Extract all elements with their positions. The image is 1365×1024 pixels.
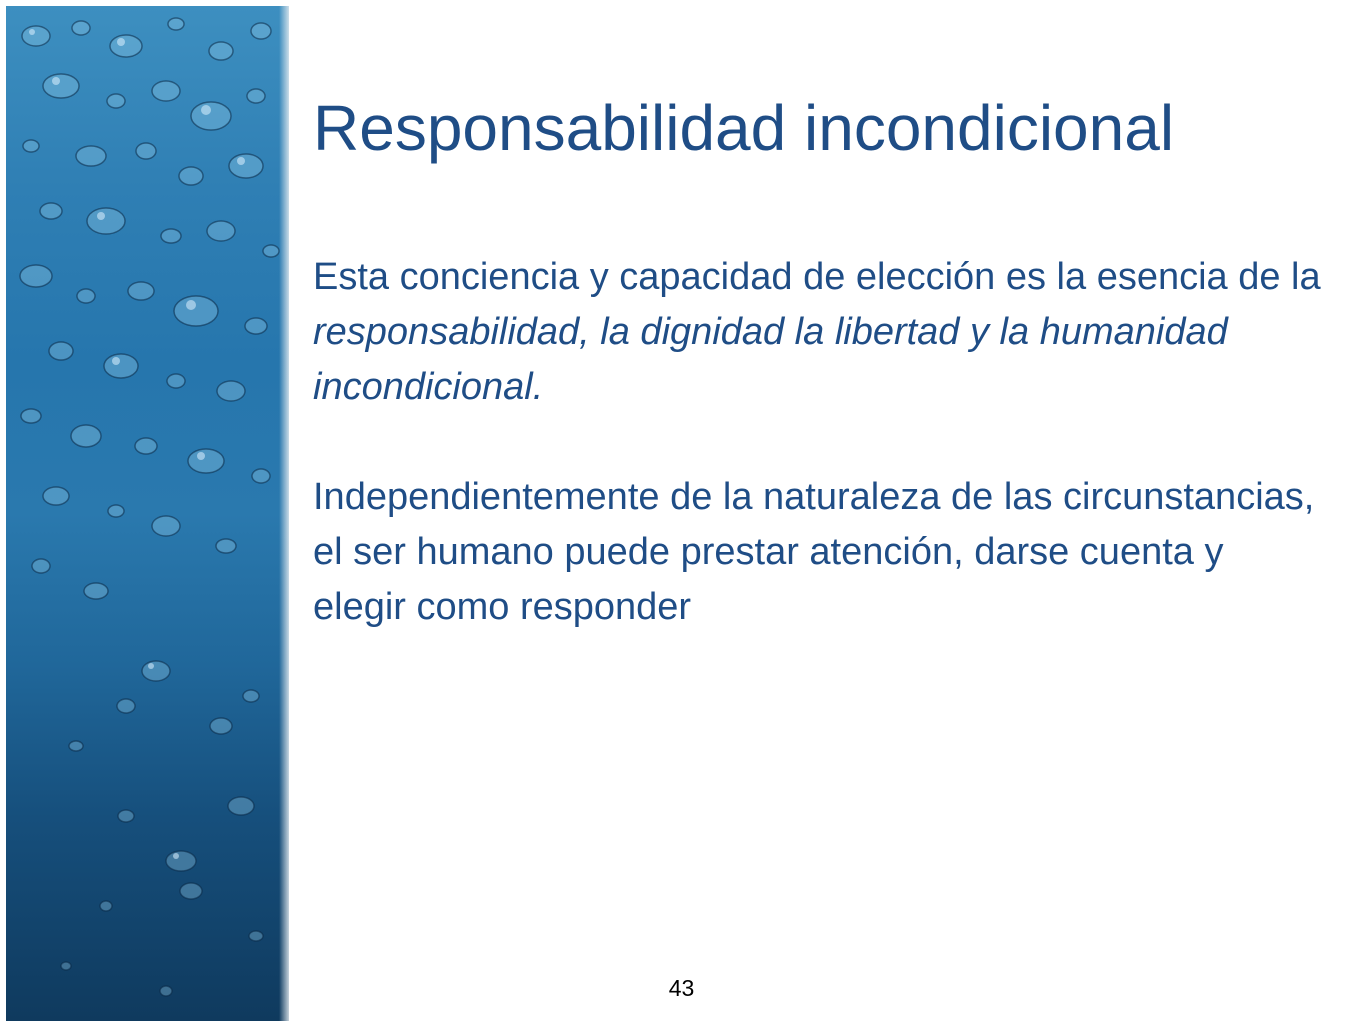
paragraph-responsibility-text: Esta conciencia y capacidad de elección es la esencia de la xyxy=(313,256,1321,298)
water-bubbles-image xyxy=(6,6,289,1021)
bubbles-graphic xyxy=(6,6,289,1021)
slide-number: 43 xyxy=(668,975,695,1001)
slide-body xyxy=(313,250,1323,635)
paragraph-responsibility xyxy=(313,250,1323,415)
slide-title: Responsabilidad incondicional xyxy=(313,92,1175,164)
paragraph-circumstances: Independientemente de la naturaleza de las circunstancias, el ser humano puede prestar atención, darse cuenta y elegir como responder xyxy=(313,476,1315,628)
paragraph-responsibility-emphasis: responsabilidad, la dignidad la libertad y la humanidad incondicional. xyxy=(313,311,1228,408)
